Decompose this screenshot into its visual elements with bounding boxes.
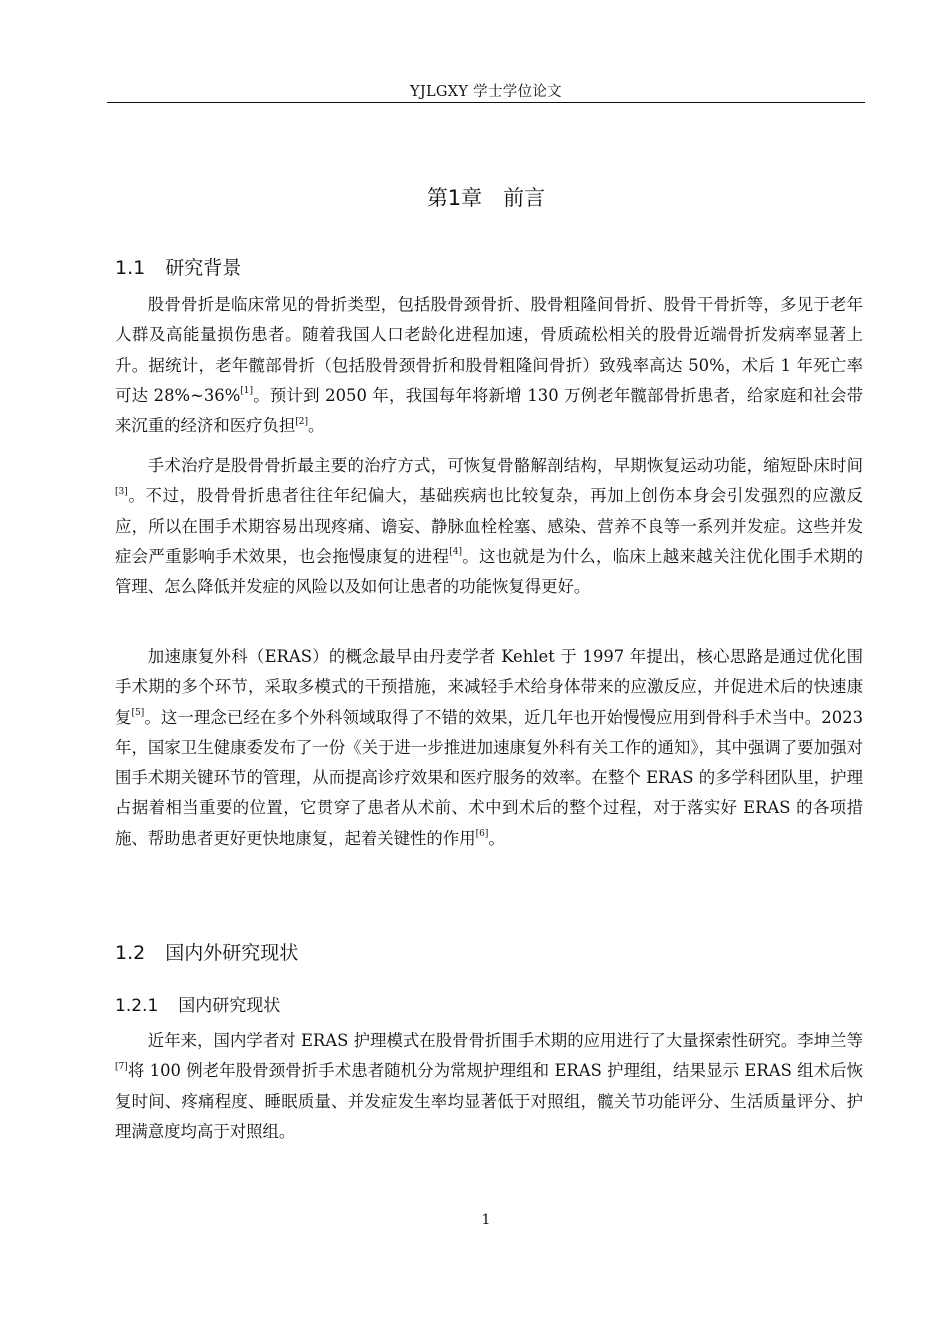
paragraph-text: 。不过，股骨骨折患者往往年纪偏大，基础疾病也比较复杂，再加上创伤本身会引发强烈的应激反应，所以在围手术期容易出现疼痛、谵妄、静脉血栓栓塞、感染、营养不良等一系列并发症。这些并发症会严重影响手术效果，也会拖慢康复的进程 [115,486,863,566]
paragraph-text: 近年来，国内学者对 ERAS 护理模式在股骨骨折围手术期的应用进行了大量探索性研究。李坤兰等 [147,1031,863,1050]
citation-ref: [7] [115,1061,128,1072]
section-heading-1-2-1 [115,991,280,1016]
section-title: 研究背景 [165,257,242,279]
citation-ref: [4] [449,547,462,558]
paragraph-text: 。 [488,828,505,848]
paragraph-4 [115,1026,863,1147]
section-number: 1.1 [115,257,146,279]
paragraph-1 [115,290,863,441]
citation-ref: [3] [115,486,128,497]
section-heading-1-1 [115,253,241,280]
section-title: 国内外研究现状 [165,942,299,964]
citation-ref: [6] [475,829,489,840]
section-number: 1.2.1 [115,996,159,1016]
citation-ref: [2] [295,416,309,427]
citation-ref: [5] [131,708,145,719]
running-header: YJLGXY 学士学位论文 [409,84,562,100]
paragraph-text: 股骨骨折是临床常见的骨折类型，包括股骨颈骨折、股骨粗隆间骨折、股骨干骨折等，多见于老年人群及高能量损伤患者。随着我国人口老龄化进程加速，骨质疏松相关的股骨近端骨折发病率显著上升。据统计，老年髋部骨折（包括股骨颈骨折和股骨粗隆间骨折）致残率高达 50%，术后 1 年死亡率可达 28%~36% [115,295,863,405]
chapter-title: 第1章 前言 [426,186,546,210]
section-title: 国内研究现状 [178,996,281,1016]
paragraph-text: 。这也就是为什么，临床上越来越关注优化围手术期的管理、怎么降低并发症的风险以及如何让患者的功能恢复得更好。 [115,546,864,597]
citation-ref: [1] [240,386,254,397]
page-number: 1 [481,1212,491,1228]
paragraph-text: 将 100 例老年股骨颈骨折手术患者随机分为常规护理组和 ERAS 护理组，结果显示 ERAS 组术后恢复时间、疼痛程度、睡眠质量、并发症发生率均显著低于对照组，髋关节功能评分、生活质量评分、护理满意度均高于对照组。 [115,1061,863,1141]
section-number: 1.2 [115,942,146,964]
paragraph-text: 。预计到 2050 年，我国每年将新增 130 万例老年髋部骨折患者，给家庭和社会带来沉重的经济和医疗负担 [115,385,863,436]
paragraph-text: 加速康复外科（ERAS）的概念最早由丹麦学者 Kehlet 于 1997 年提出，核心思路是通过优化围手术期的多个环节，采取多模式的干预措施，来减轻手术给身体带来的应激反应，并促进术后的快速康复 [115,647,863,727]
paragraph-text: 手术治疗是股骨骨折最主要的治疗方式，可恢复骨骼解剖结构，早期恢复运动功能，缩短卧床时间 [147,456,863,475]
paragraph-text: 。 [308,416,325,436]
header-divider [107,102,865,103]
paragraph-text: 。这一理念已经在多个外科领域取得了不错的效果，近几年也开始慢慢应用到骨科手术当中。2023 年，国家卫生健康委发布了一份《关于进一步推进加速康复外科有关工作的通知》，其中强调了要加强对围手术期关键环节的管理，从而提高诊疗效果和医疗服务的效率。在整个 ERAS 的多学科团队里，护理占据着相当重要的位置，它贯穿了患者从术前、术中到术后的整个过程，对于落实好 ERAS 的各项措施、帮助患者更好更快地康复，起着关键性的作用 [115,707,863,848]
paragraph-2 [115,451,863,602]
section-heading-1-2 [115,938,298,965]
paragraph-3 [115,642,863,854]
